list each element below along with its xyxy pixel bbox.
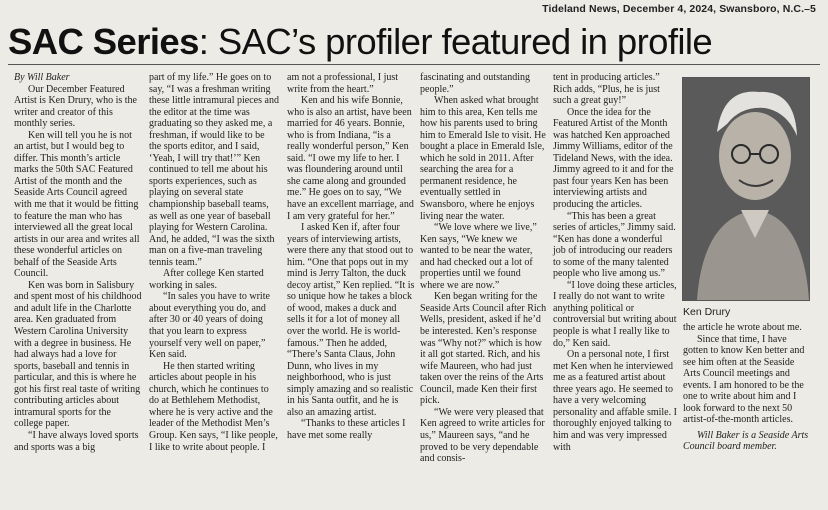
headline-rule [8,64,820,65]
paragraph: On a personal note, I first met Ken when he interviewed me as a featured artist about three years ago. He seemed to have a very welcoming personality and affable smile. I thoroughly enjoyed talking to him and was very impressed with [553,349,677,453]
paragraph: Since that time, I have gotten to know Ken better and see him often at the Seaside Arts Council meetings and events. I am honored to be the one to write about him and I look forward to the next 50 artist-of-the-month articles. [683,333,805,426]
headline-series: SAC Series [8,21,199,62]
column-1 [14,72,142,453]
paragraph: “We love where we live,” Ken says, “We knew we wanted to be near the water, and had checked out a lot of properties until we found where we are now.” [420,222,537,291]
paragraph: tent in producing articles.” Rich adds, “Plus, he is just such a great guy!” [553,72,660,107]
masthead: Tideland News, December 4, 2024, Swansboro, N.C.–5 [542,3,816,15]
portrait-photo [682,77,810,301]
paragraph: “In sales you have to write about everything you do, and after 30 or 40 years of doing that you learn to express yourself very well on paper,” Ken said. [149,291,270,361]
column-5 [553,72,677,453]
photo-caption: Ken Drury [683,306,731,318]
paragraph: Ken began writing for the Seaside Arts Council after Rich Wells, president, asked if he’d be interested. Ken’s response was “Why not?” which is how it all got started. Rich, and his wife Maureen, who had just taken over the reins of the Arts Council, made Ken their first pick. [420,291,547,407]
byline: By Will Baker [14,72,70,83]
column-4 [420,72,547,465]
headline-title: : SAC’s profiler featured in profile [198,21,713,62]
paragraph: “I love doing these articles, I really do not want to write anything political or controversial but writing about people is what I really like to do,” Ken said. [553,279,677,349]
portrait-image [683,78,809,300]
paragraph: After college Ken started working in sales. [149,268,264,291]
column-3 [287,72,415,442]
headline [8,21,824,63]
paragraph: fascinating and outstanding people.” [420,72,530,95]
paragraph: “Thanks to these articles I have met some really [287,418,406,441]
paragraph: He then started writing articles about people in his church, which he continues to do at Bethlehem Methodist, where he is very active and the leader of the Methodist Men’s Group. Ken says, “I like people, I like to write about people. I [149,360,278,453]
column-6 [683,322,811,453]
paragraph: I asked Ken if, after four years of interviewing artists, were there any that stood out to him. “One that pops out in my mind is Jerry Talton, the duck decoy artist,” Ken replied. “It is so unique how he takes a block of wood, makes a duck and sells it for a lot of money all over the world. He is world-famous.” Then he added, “There’s Santa Claus, John Dunn, who lives in my neighborhood, who is just simply amazing and so realistic in his Santa outfit, and he is also an amazing artist. [287,222,415,418]
paragraph: “I have always loved sports and sports was a big [14,429,139,453]
paragraph: Ken was born in Salisbury and spent most of his childhood and adult life in the Charlotte area. Ken graduated from Western Carolina University with a degree in business. He had always had a love for sports, baseball and tennis in particular, and this is where he got his first real taste of writing contributing articles about intramural sports for the college paper. [14,279,142,430]
author-signoff: Will Baker is a Seaside Arts Council board member. [683,429,809,453]
paragraph: When asked what brought him to this area, Ken tells me how his parents used to bring him to Emerald Isle to visit. He bought a place in Emerald Isle, which he sold in 2011. After searching the area for a permanent residence, he eventually settled in Swansboro, where he enjoys living near the water. [420,95,546,222]
paragraph: Once the idea for the Featured Artist of the Month was hatched Ken approached Jimmy Williams, editor of the Tideland News, with the idea. Jimmy agreed to it and for the past four years Ken has been interviewing artists and producing the articles. [553,106,674,211]
paragraph: the article he wrote about me. [683,322,802,333]
column-2 [149,72,279,453]
paragraph: am not a professional, I just write from the heart.” [287,72,399,95]
paragraph: Ken and his wife Bonnie, who is also an artist, have been married for 46 years. Bonnie, who is from Indiana, “is a really wonderful person,” Ken said. “I owe my life to her. I was floundering around until she came along and grounded me.” He goes on to say, “We have an excellent marriage, and I am very grateful for her.” [287,95,414,222]
paragraph: Our December Featured Artist is Ken Drury, who is the writer and creator of this monthly series. [14,83,137,130]
paragraph: “We were very pleased that Ken agreed to write articles for us,” Maureen says, “and he proved to be very dependable and consis- [420,406,545,465]
paragraph: “This has been a great series of articles,” Jimmy said. “Ken has done a wonderful job of introducing our readers to some of the many talented people who live among us.” [553,210,676,280]
paragraph: Ken will tell you he is not an artist, but I would beg to differ. This month’s article marks the 50th SAC Featured Artist of the month and the Seaside Arts Council agreed with me that it would be fitting to feature the man who has interviewed all the great local artists in our area and writes all these wonderful articles on behalf of the Seaside Arts Council. [14,129,140,280]
paragraph: part of my life.” He goes on to say, “I was a freshman writing these little intramural pieces and the editor at the time was graduating so they asked me, a freshman, if would like to be the sports editor, and I said, ‘Yeah, I will try that!’” Ken continued to tell me about his sports experiences, such as playing on several state championship baseball teams, as well as one year of baseball playing for Western Carolina. And, he added, “I was the sixth man on a five-man traveling tennis team.” [149,72,279,268]
